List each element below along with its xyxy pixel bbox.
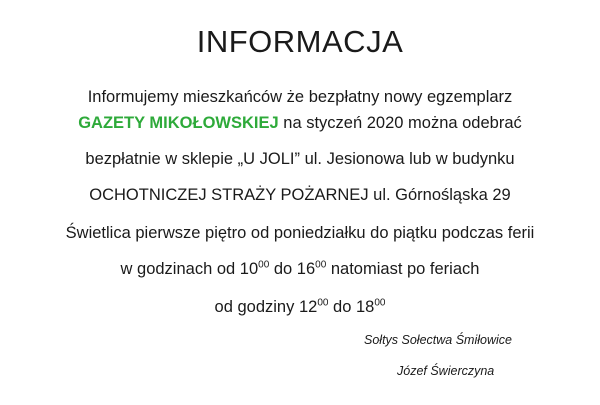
body-line-5: Świetlica pierwsze piętro od poniedziałku do piątku podczas ferii [65,224,535,242]
body-line-1: Informujemy mieszkańców że bezpłatny nowy egzemplarz [87,88,513,106]
body-line-2 [0,112,600,134]
newspaper-name: GAZETY MIKOŁOWSKIEJ [78,114,279,132]
after-mid: do [328,298,356,316]
body-line-3: bezpłatnie w sklepie „U JOLI” ul. Jesionowa lub w budynku [85,150,515,168]
hours-mid: do [269,260,297,278]
after-prefix: od godziny [214,298,299,316]
after-start-minutes: 00 [317,297,329,309]
hours-prefix: w godzinach od [120,260,240,278]
body-line-4: OCHOTNICZEJ STRAŻY POŻARNEJ ul. Górnośląska 29 [89,186,511,204]
signature-role: Sołtys Sołectwa Śmiłowice [364,333,512,347]
signature-name: Józef Świerczyna [397,364,495,378]
hours-suffix: natomiast po feriach [326,260,480,278]
page-title: INFORMACJA [196,24,404,59]
hours-start: 10 [239,260,259,278]
after-start: 12 [298,298,318,316]
after-end-minutes: 00 [374,297,386,309]
hours-end-minutes: 00 [315,259,327,271]
hours-end: 16 [296,260,316,278]
body-line-2-rest: na styczeń 2020 można odebrać [278,114,522,132]
body-line-6-hours [0,258,600,280]
body-line-7-hours [0,296,600,318]
hours-start-minutes: 00 [258,259,270,271]
after-end: 18 [355,298,375,316]
